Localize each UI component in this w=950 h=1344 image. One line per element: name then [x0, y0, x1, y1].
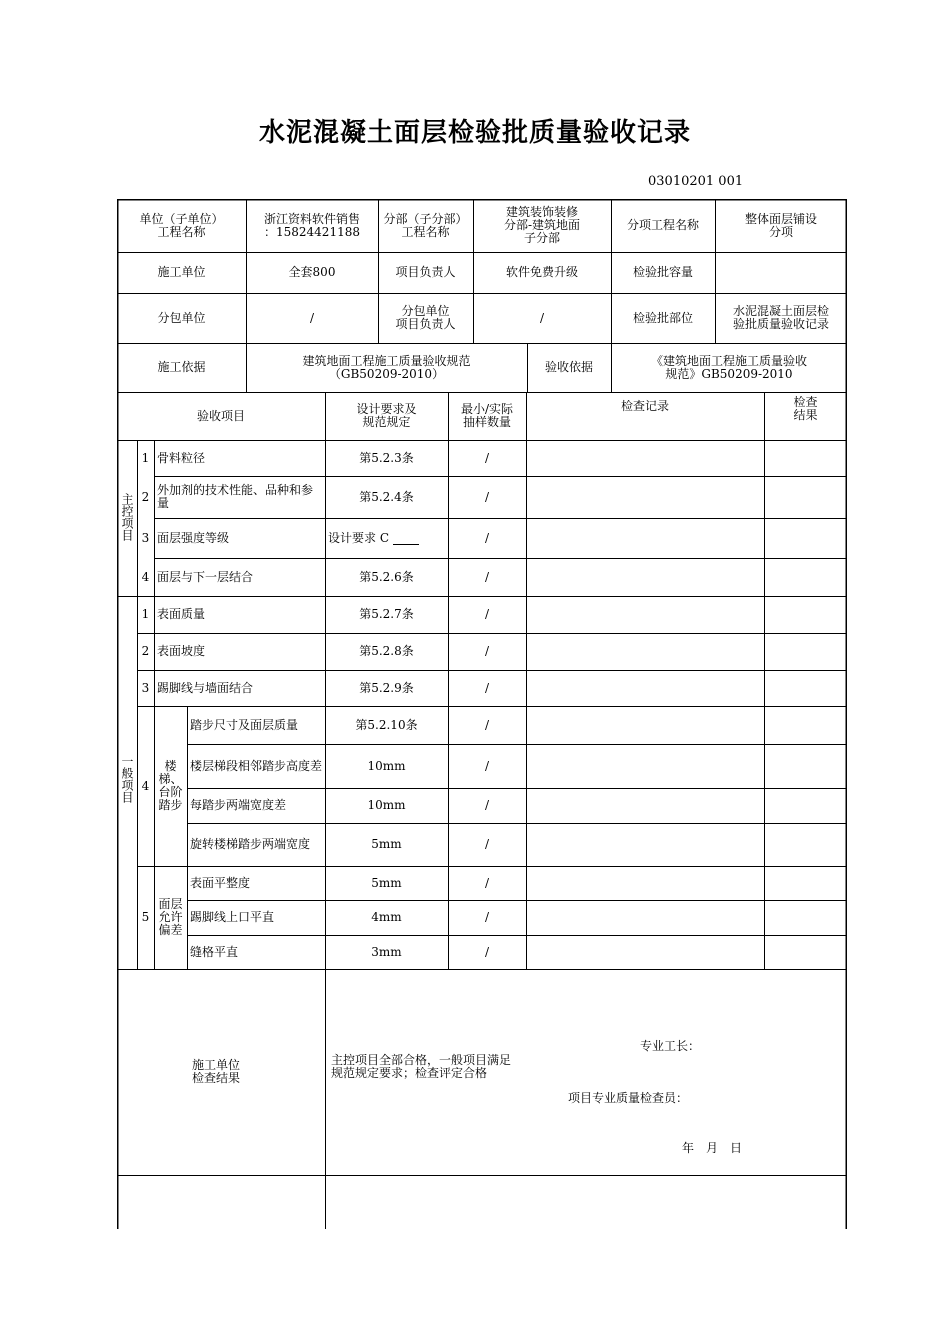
contractor-label: 施工单位	[157, 265, 206, 279]
col-header-result: 检查 结果	[793, 395, 818, 422]
strength-grade-blank[interactable]	[393, 532, 419, 545]
main-item-sample: /	[484, 450, 490, 465]
batch-location-value: 水泥混凝土面层检 验批质量验收记录	[732, 304, 829, 331]
stairs-item-name: 楼层梯段相邻踏步高度差	[190, 758, 323, 773]
construction-basis-value: 建筑地面工程施工质量验收规范 （GB50209-2010）	[302, 353, 471, 381]
general-item-no: 1	[141, 607, 150, 621]
stairs-item-sample: /	[484, 717, 490, 732]
sub-pm-label: 分包单位 项目负责人	[395, 304, 456, 331]
contractor-value: 全套800	[288, 265, 336, 279]
main-control-group-text: 主控项目	[120, 493, 134, 541]
general-group-label	[117, 734, 137, 824]
main-item-sample: /	[484, 489, 490, 504]
document-code: 03010201 001	[648, 174, 744, 189]
general-item-sample: /	[484, 644, 490, 658]
main-item-name: 面层强度等级	[157, 530, 230, 545]
tolerance-item-sample: /	[484, 910, 490, 924]
division-name-label: 分部（子分部） 工程名称	[383, 211, 468, 239]
stairs-item-name: 每踏步两端宽度差	[190, 798, 287, 812]
stairs-label: 楼梯、台阶踏步	[158, 759, 183, 812]
acceptance-basis-label: 验收依据	[544, 360, 593, 374]
project-manager-value: 软件免费升级	[505, 265, 578, 279]
main-item-spec: 第5.2.3条	[359, 450, 414, 465]
conclusion-text: 主控项目全部合格，一般项目满足 规范规定要求；检查评定合格	[331, 1053, 512, 1080]
col-header-record: 检查记录	[620, 399, 669, 413]
tolerance-item-name: 缝格平直	[190, 944, 239, 959]
tolerance-item-sample: /	[484, 944, 490, 959]
batch-location-label: 检验批部位	[632, 310, 693, 325]
batch-capacity-value	[715, 252, 847, 293]
general-item-spec: 第5.2.9条	[359, 680, 414, 695]
main-item-name: 面层与下一层结合	[157, 569, 254, 584]
general-item-name: 表面质量	[157, 607, 206, 621]
batch-capacity-label: 检验批容量	[632, 265, 693, 279]
main-item-spec: 设计要求 C	[328, 530, 389, 545]
main-item-spec: 第5.2.6条	[359, 569, 414, 584]
stairs-item-name: 踏步尺寸及面层质量	[190, 717, 299, 732]
general-item-sample: /	[484, 607, 490, 621]
page-title: 水泥混凝土面层检验批质量验收记录	[258, 118, 691, 148]
col-header-sample: 最小/实际 抽样数量	[460, 402, 514, 429]
sub-pm-value: /	[539, 310, 545, 325]
construction-basis-label: 施工依据	[157, 360, 206, 374]
stairs-item-name: 旋转楼梯踏步两端宽度	[190, 837, 311, 851]
general-item-no: 3	[141, 680, 150, 695]
col-header-spec: 设计要求及 规范规定	[356, 402, 417, 429]
tolerance-item-spec: 4mm	[371, 910, 402, 924]
main-item-no: 4	[141, 569, 150, 584]
main-item-no: 2	[141, 489, 150, 504]
stairs-item-spec: 第5.2.10条	[355, 717, 418, 732]
tolerance-label: 面层允许偏差	[158, 897, 183, 937]
stairs-item-spec: 5mm	[371, 837, 402, 851]
main-control-group-label	[117, 476, 137, 558]
tolerance-item-spec: 3mm	[371, 944, 402, 959]
stairs-item-spec: 10mm	[367, 798, 406, 812]
main-item-name: 外加剂的技术性能、品种和参量	[157, 483, 314, 510]
general-item-sample: /	[484, 680, 490, 695]
quality-inspector-label: 项目专业质量检查员：	[568, 1090, 689, 1105]
tolerance-item-spec: 5mm	[371, 875, 402, 890]
tolerance-item-name: 踢脚线上口平直	[190, 910, 275, 924]
main-item-spec-cell	[325, 518, 448, 558]
general-item-name: 踢脚线与墙面结合	[157, 680, 254, 695]
project-manager-label: 项目负责人	[395, 265, 456, 279]
main-item-no: 3	[141, 530, 150, 545]
col-header-item: 验收项目	[196, 408, 245, 423]
main-item-spec: 第5.2.4条	[359, 489, 414, 504]
subitem-name-value: 整体面层铺设 分项	[744, 211, 817, 239]
foreman-label: 专业工长：	[640, 1038, 701, 1053]
date-label: 年 月 日	[682, 1140, 743, 1155]
main-item-sample: /	[484, 530, 490, 545]
tolerance-item-name: 表面平整度	[190, 875, 251, 890]
main-item-name: 骨料粒径	[157, 450, 206, 465]
subitem-name-label: 分项工程名称	[626, 218, 699, 232]
acceptance-basis-value: 《建筑地面工程施工质量验收 规范》GB50209-2010	[650, 353, 807, 381]
tolerance-item-sample: /	[484, 875, 490, 890]
stairs-item-sample: /	[484, 758, 490, 773]
general-item-spec: 第5.2.8条	[359, 644, 414, 658]
conclusion-label: 施工单位 检查结果	[192, 1058, 241, 1085]
main-item-sample: /	[484, 569, 490, 584]
main-item-no: 1	[141, 450, 150, 465]
general-item-spec: 第5.2.7条	[359, 607, 414, 621]
general-item-no: 2	[141, 644, 150, 658]
inspection-record-table	[117, 199, 847, 1229]
stairs-item-sample: /	[484, 837, 490, 851]
general-group-text: 一般项目	[120, 755, 134, 803]
stairs-item-spec: 10mm	[367, 758, 406, 773]
subcontractor-label: 分包单位	[157, 310, 206, 325]
unit-name-label: 单位（子单位） 工程名称	[139, 211, 224, 239]
stairs-item-sample: /	[484, 798, 490, 812]
stairs-no: 4	[141, 778, 150, 793]
general-item-name: 表面坡度	[157, 644, 206, 658]
division-name-value: 建筑装饰装修 分部-建筑地面 子分部	[503, 205, 581, 245]
subcontractor-value: /	[309, 310, 315, 325]
tolerance-no: 5	[141, 910, 150, 924]
unit-name-value: 浙江资料软件销售 ：15824421188	[263, 211, 360, 239]
